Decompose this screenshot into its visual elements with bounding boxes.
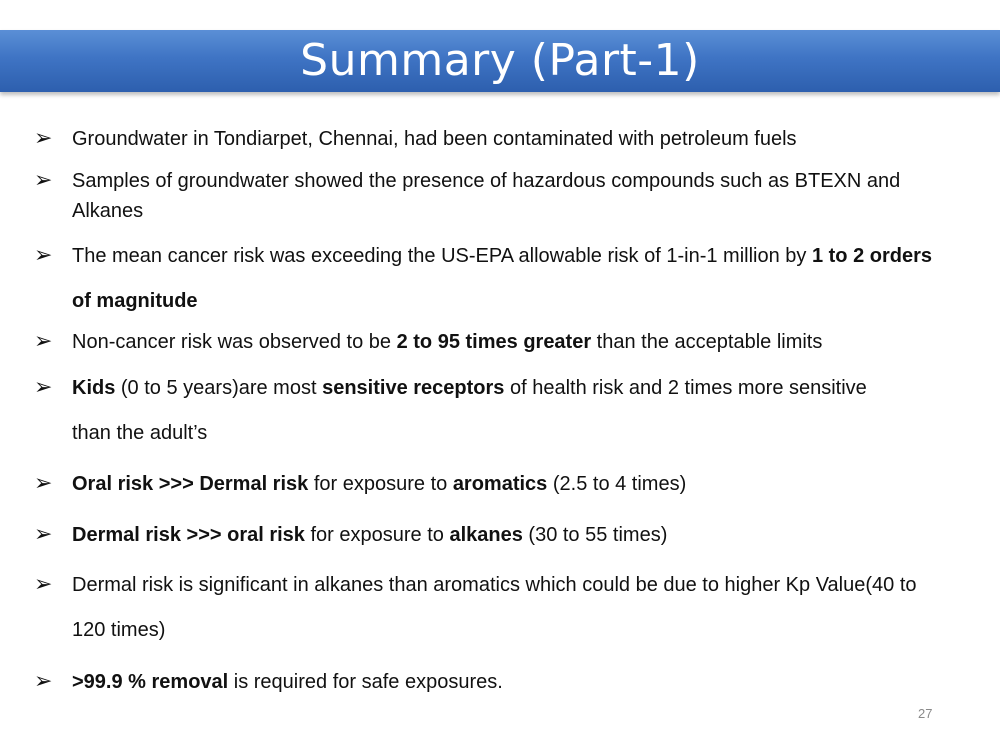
slide-title: Summary (Part-1) [300, 35, 700, 86]
bullet-text: Dermal risk >>> oral risk for exposure to alkanes (30 to 55 times) [72, 524, 668, 546]
bullet-text: Dermal risk is significant in alkanes than aromatics which could be due to higher Kp Value(40 to 120 times) [72, 574, 917, 641]
bullet-text: Groundwater in Tondiarpet, Chennai, had been contaminated with petroleum fuels [72, 128, 797, 150]
arrow-bullet-icon: ➢ [34, 243, 53, 268]
bullet-text: Samples of groundwater showed the presence of hazardous compounds such as BTEXN and Alkanes [72, 170, 901, 222]
bullet-text: Kids (0 to 5 years)are most sensitive receptors of health risk and 2 times more sensitive than the adult’s [72, 377, 867, 444]
bullet-text: The mean cancer risk was exceeding the US-EPA allowable risk of 1-in-1 million by 1 to 2 orders of magnitude [72, 245, 932, 312]
arrow-bullet-icon: ➢ [34, 669, 53, 694]
arrow-bullet-icon: ➢ [34, 522, 53, 547]
arrow-bullet-icon: ➢ [34, 329, 53, 354]
bullet-text: Oral risk >>> Dermal risk for exposure to aromatics (2.5 to 4 times) [72, 473, 687, 495]
arrow-bullet-icon: ➢ [34, 126, 53, 151]
arrow-bullet-icon: ➢ [34, 168, 53, 193]
bullet-text: >99.9 % removal is required for safe exposures. [72, 671, 503, 693]
arrow-bullet-icon: ➢ [34, 375, 53, 400]
title-bar [0, 30, 1000, 92]
arrow-bullet-icon: ➢ [34, 471, 53, 496]
arrow-bullet-icon: ➢ [34, 572, 53, 597]
bullet-text: Non-cancer risk was observed to be 2 to 95 times greater than the acceptable limits [72, 331, 823, 353]
page-number: 27 [918, 706, 933, 721]
